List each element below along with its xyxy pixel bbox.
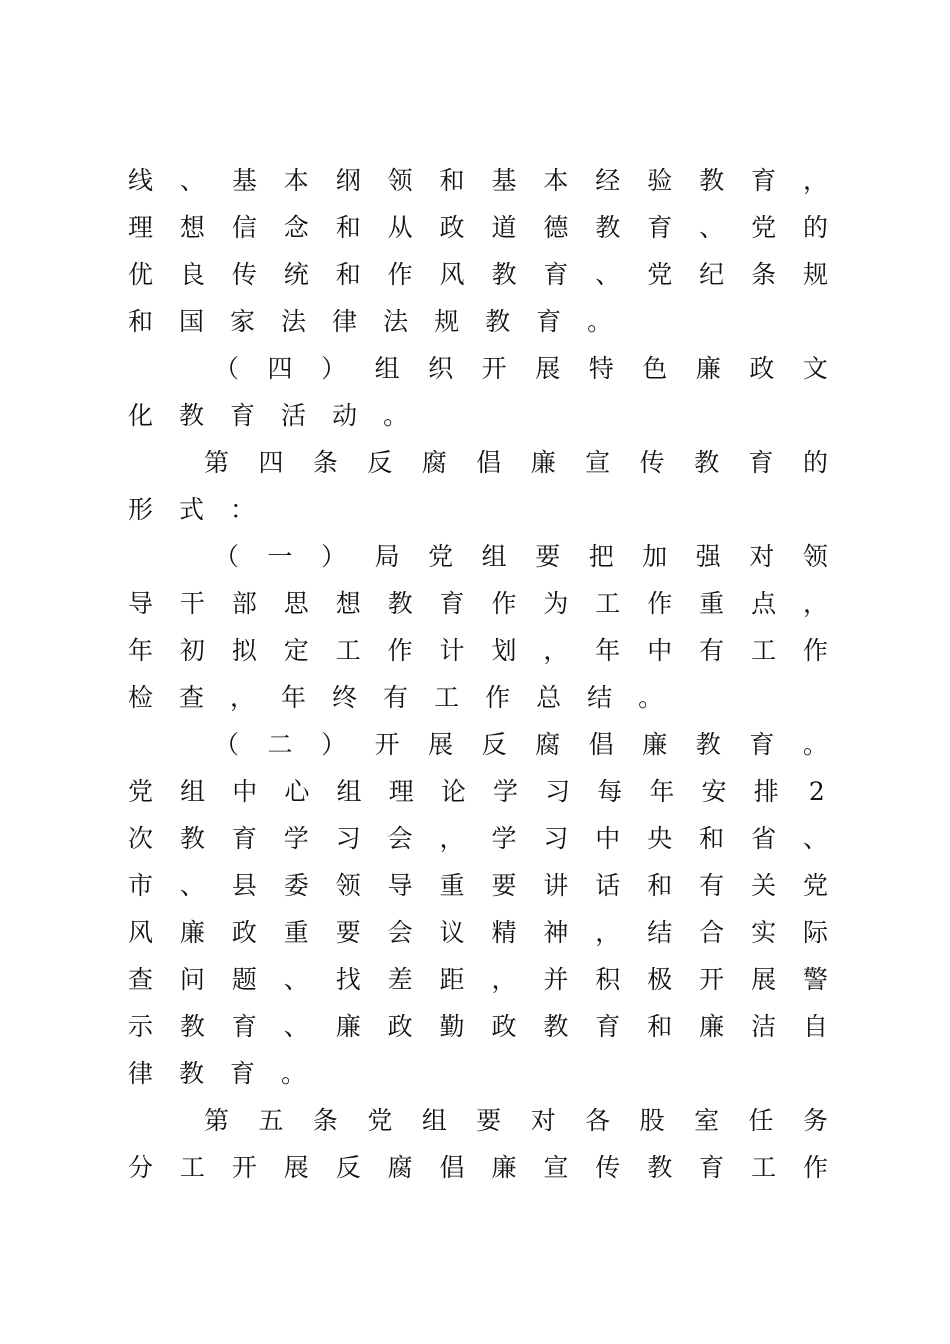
text-line: 市 、 县 委 领 导 重 要 讲 话 和 有 关 党 [128, 871, 828, 900]
text-line: 风 廉 政 重 要 会 议 精 神 ， 结 合 实 际 [128, 918, 828, 947]
text-line: 查 问 题 、 找 差 距 ， 并 积 极 开 展 警 [128, 965, 828, 994]
text-line: 形 式 ： [128, 495, 256, 524]
text-line: 化 教 育 活 动 。 [128, 401, 409, 430]
text-line: 分 工 开 展 反 腐 倡 廉 宣 传 教 育 工 作 [128, 1153, 828, 1182]
text-line: 优 良 传 统 和 作 风 教 育 、 党 纪 条 规 [128, 260, 828, 289]
text-line: 第 四 条 反 腐 倡 廉 宣 传 教 育 的 [204, 448, 828, 477]
text-line: 导 干 部 思 想 教 育 作 为 工 作 重 点 ， [128, 589, 828, 618]
text-line: 第 五 条 党 组 要 对 各 股 室 任 务 [204, 1106, 828, 1135]
text-line: 和 国 家 法 律 法 规 教 育 。 [128, 307, 613, 336]
text-line: （ 四 ） 组 织 开 展 特 色 廉 政 文 [214, 354, 828, 383]
text-line: （ 二 ） 开 展 反 腐 倡 廉 教 育 。 [214, 730, 828, 759]
text-line: （ 一 ） 局 党 组 要 把 加 强 对 领 [214, 542, 828, 571]
text-line: 理 想 信 念 和 从 政 道 德 教 育 、 党 的 [128, 213, 828, 242]
document-body [128, 157, 828, 1191]
text-line: 线 、 基 本 纲 领 和 基 本 经 验 教 育 ， [128, 166, 828, 195]
text-line: 示 教 育 、 廉 政 勤 政 教 育 和 廉 洁 自 [128, 1012, 828, 1041]
text-line: 年 初 拟 定 工 作 计 划 ， 年 中 有 工 作 [128, 636, 828, 665]
text-line: 检 查 ， 年 终 有 工 作 总 结 。 [128, 683, 664, 712]
text-line: 党 组 中 心 组 理 论 学 习 每 年 安 排 2 [128, 777, 825, 806]
text-line: 律 教 育 。 [128, 1059, 307, 1088]
text-line: 次 教 育 学 习 会 ， 学 习 中 央 和 省 、 [128, 824, 828, 853]
